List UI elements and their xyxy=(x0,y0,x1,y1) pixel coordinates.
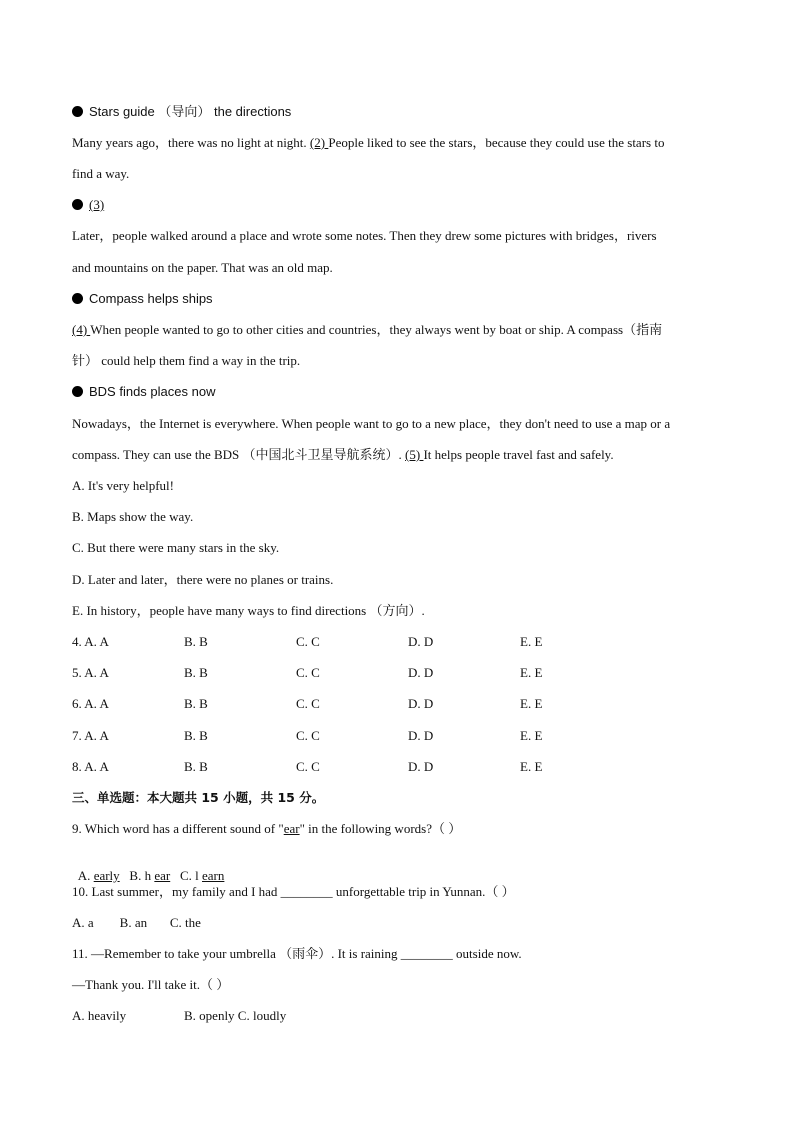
option-d[interactable]: D. D xyxy=(408,759,434,774)
paragraph-stars-line2: find a way. xyxy=(72,166,130,181)
bullet-icon xyxy=(72,199,83,210)
section-heading-bds: BDS finds places now xyxy=(72,384,215,400)
blank-3: (3) xyxy=(89,197,105,212)
option-b-c[interactable]: B. openly C. loudly xyxy=(184,1008,287,1023)
question-10-options[interactable]: A. a B. an C. the xyxy=(72,915,201,930)
question-9-options xyxy=(72,852,224,884)
bullet-icon xyxy=(72,386,83,397)
option-d[interactable]: D. D xyxy=(408,728,434,743)
option-c[interactable]: C. C xyxy=(296,759,320,774)
option-b[interactable]: B. h ear xyxy=(119,868,171,883)
blank-4: (4) xyxy=(72,322,91,337)
question-number[interactable]: 7. A. A xyxy=(72,728,109,743)
paragraph-stars-line1: Many years ago，there was no light at night. (2) People liked to see the stars，because they could use the stars to xyxy=(72,135,665,150)
blank-5: (5) xyxy=(405,447,424,462)
bullet-icon xyxy=(72,293,83,304)
bullet-icon xyxy=(72,106,83,117)
choice-d: D. Later and later，there were no planes or trains. xyxy=(72,572,334,587)
choice-e: E. In history，people have many ways to find directions （方向）. xyxy=(72,603,425,618)
question-9: 9. Which word has a different sound of "ear" in the following words?（ ） xyxy=(72,821,462,836)
option-e[interactable]: E. E xyxy=(520,634,543,649)
option-b[interactable]: B. B xyxy=(184,728,208,743)
option-d[interactable]: D. D xyxy=(408,634,434,649)
question-number[interactable]: 6. A. A xyxy=(72,696,109,711)
paragraph-bds-line2: compass. They can use the BDS （中国北斗卫星导航系统）. (5) It helps people travel fast and safely. xyxy=(72,447,614,462)
question-number[interactable]: 8. A. A xyxy=(72,759,109,774)
option-a[interactable]: A. early xyxy=(77,868,120,883)
choice-b: B. Maps show the way. xyxy=(72,509,194,524)
option-d[interactable]: D. D xyxy=(408,665,434,680)
option-c[interactable]: C. C xyxy=(296,728,320,743)
option-c[interactable]: C. l earn xyxy=(170,868,225,883)
option-b[interactable]: B. B xyxy=(184,759,208,774)
option-c[interactable]: C. C xyxy=(296,696,320,711)
option-b[interactable]: B. B xyxy=(184,634,208,649)
option-e[interactable]: E. E xyxy=(520,696,543,711)
question-number[interactable]: 5. A. A xyxy=(72,665,109,680)
question-11-reply: —Thank you. I'll take it.（ ） xyxy=(72,977,230,992)
section-heading-stars: Stars guide （导向） the directions xyxy=(72,104,291,120)
option-b[interactable]: B. B xyxy=(184,665,208,680)
option-c[interactable]: C. C xyxy=(296,665,320,680)
paragraph-bds-line1: Nowadays，the Internet is everywhere. When people want to go to a new place，they don't need to use a map or a xyxy=(72,416,671,431)
option-e[interactable]: E. E xyxy=(520,728,543,743)
question-number[interactable]: 4. A. A xyxy=(72,634,109,649)
choice-c: C. But there were many stars in the sky. xyxy=(72,540,280,555)
blank-2: (2) xyxy=(309,135,329,150)
option-a[interactable]: A. heavily xyxy=(72,1008,127,1023)
paragraph-compass-line2: 针） could help them find a way in the trip. xyxy=(72,353,301,368)
question-11: 11. —Remember to take your umbrella （雨伞）. It is raining ________ outside now. xyxy=(72,946,522,961)
section-heading-3 xyxy=(72,197,104,213)
question-10: 10. Last summer，my family and I had ________ unforgettable trip in Yunnan.（ ） xyxy=(72,884,515,899)
option-b[interactable]: B. B xyxy=(184,696,208,711)
paragraph-maps-line2: and mountains on the paper. That was an old map. xyxy=(72,260,333,275)
section-heading-compass: Compass helps ships xyxy=(72,291,213,307)
section-title: 三、单选题：本大题共 15 小题，共 15 分。 xyxy=(72,790,325,805)
paragraph-maps-line1: Later，people walked around a place and wrote some notes. Then they drew some pictures with bridges，rivers xyxy=(72,228,657,243)
option-d[interactable]: D. D xyxy=(408,696,434,711)
choice-a: A. It's very helpful! xyxy=(72,478,174,493)
option-e[interactable]: E. E xyxy=(520,665,543,680)
paragraph-compass-line1: (4) When people wanted to go to other cities and countries，they always went by boat or ship. A compass（指南 xyxy=(72,322,663,337)
option-e[interactable]: E. E xyxy=(520,759,543,774)
option-c[interactable]: C. C xyxy=(296,634,320,649)
